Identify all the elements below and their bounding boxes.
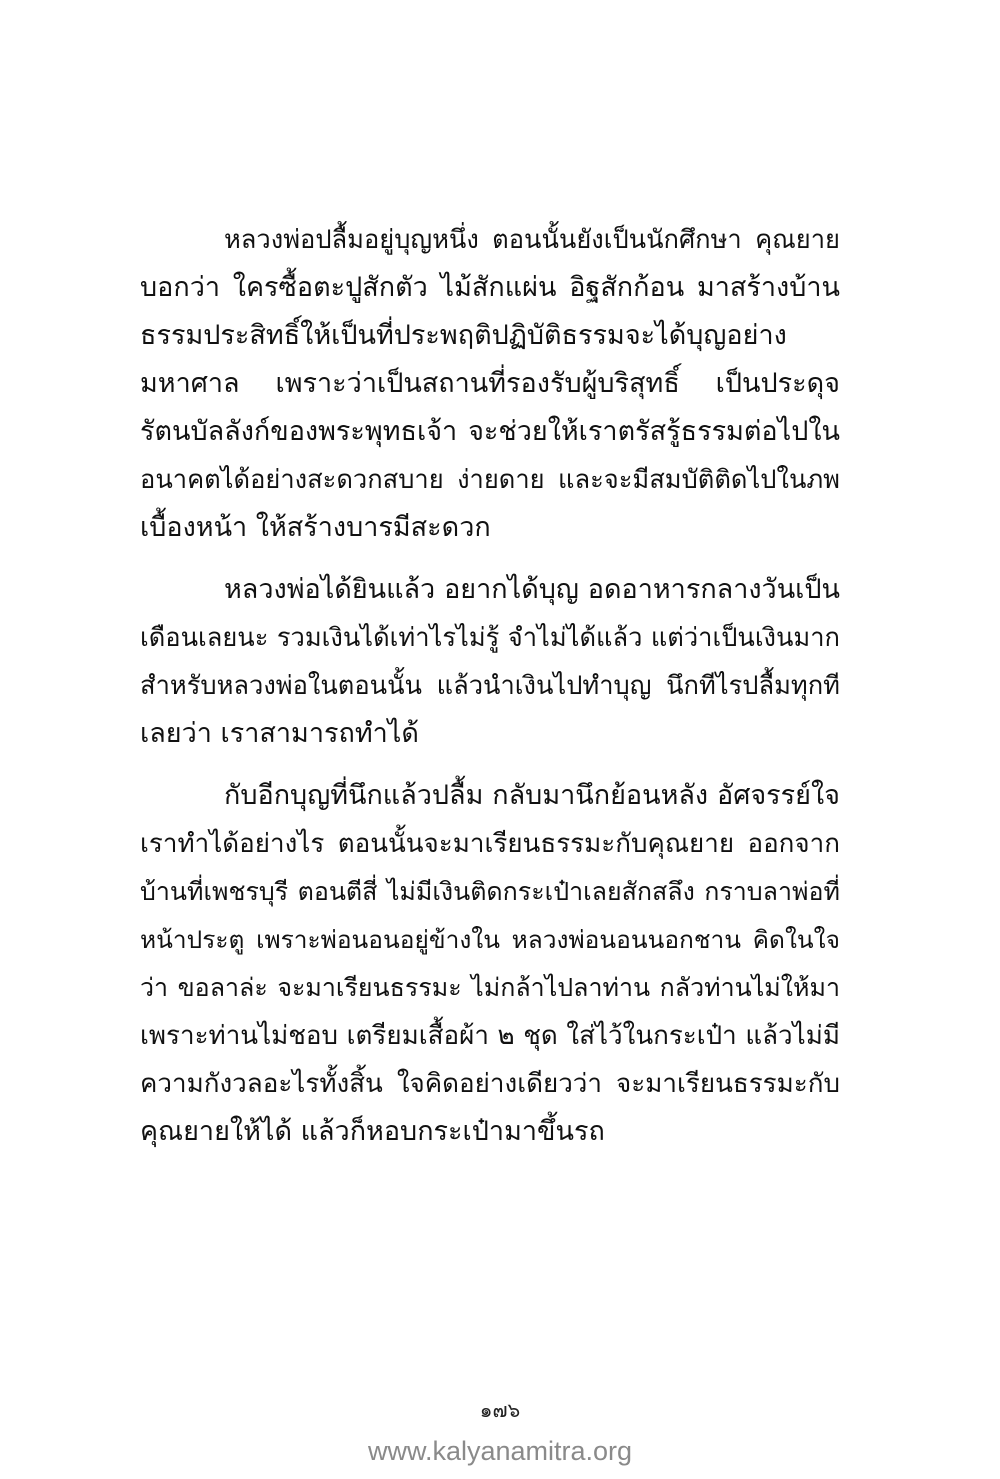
- text-line: หลวงพ่อปลื้มอยู่บุญหนึ่ง ตอนนั้นยังเป็นนักศึกษา คุณยาย: [224, 225, 840, 255]
- text-line: อนาคตได้อย่างสะดวกสบาย ง่ายดาย และจะมีสมบัติติดไปในภพ: [140, 465, 840, 495]
- text-line: มหาศาล เพราะว่าเป็นสถานที่รองรับผู้บริสุทธิ์ เป็นประดุจ: [140, 368, 840, 399]
- text-line: หลวงพ่อได้ยินแล้ว อยากได้บุญ อดอาหารกลางวันเป็น: [224, 574, 840, 605]
- text-line: เลยว่า เราสามารถทำได้: [140, 718, 419, 749]
- footer-url: www.kalyanamitra.org: [367, 1436, 633, 1466]
- text-line: กับอีกบุญที่นึกแล้วปลื้ม กลับมานึกย้อนหลัง อัศจรรย์ใจ: [224, 780, 840, 811]
- paragraph-3: [140, 772, 840, 1156]
- text-line: ธรรมประสิทธิ์ให้เป็นที่ประพฤติปฏิบัติธรรมจะได้บุญอย่าง: [140, 320, 787, 351]
- paragraph-2: [140, 566, 840, 758]
- text-line: เราทำได้อย่างไร ตอนนั้นจะมาเรียนธรรมะกับคุณยาย ออกจาก: [140, 829, 840, 859]
- text-line: เบื้องหน้า ให้สร้างบารมีสะดวก: [140, 512, 491, 543]
- text-line: เดือนเลยนะ รวมเงินได้เท่าไรไม่รู้ จำไม่ได้แล้ว แต่ว่าเป็นเงินมาก: [140, 623, 840, 653]
- text-line: บอกว่า ใครซื้อตะปูสักตัว ไม้สักแผ่น อิฐสักก้อน มาสร้างบ้าน: [140, 272, 840, 303]
- paragraph-1: [140, 216, 840, 552]
- text-line: ความกังวลอะไรทั้งสิ้น ใจคิดอย่างเดียวว่า จะมาเรียนธรรมะกับ: [140, 1069, 840, 1099]
- text-line: บ้านที่เพชรบุรี ตอนตีสี่ ไม่มีเงินติดกระเป๋าเลยสักสลึง กราบลาพ่อที่: [140, 877, 840, 906]
- page-number: ๑๗๖: [479, 1398, 521, 1422]
- text-line: เพราะท่านไม่ชอบ เตรียมเสื้อผ้า ๒ ชุด ใส่ไว้ในกระเป๋า แล้วไม่มี: [140, 1021, 840, 1051]
- text-line: ว่า ขอลาล่ะ จะมาเรียนธรรมะ ไม่กล้าไปลาท่าน กลัวท่านไม่ให้มา: [140, 973, 840, 1002]
- text-line: รัตนบัลลังก์ของพระพุทธเจ้า จะช่วยให้เราตรัสรู้ธรรมต่อไปใน: [140, 416, 840, 447]
- body-text: [140, 216, 840, 1170]
- text-line: คุณยายให้ได้ แล้วก็หอบกระเป๋ามาขึ้นรถ: [140, 1116, 605, 1147]
- text-line: สำหรับหลวงพ่อในตอนนั้น แล้วนำเงินไปทำบุญ นึกทีไรปลื้มทุกที: [140, 671, 840, 701]
- text-line: หน้าประตู เพราะพ่อนอนอยู่ข้างใน หลวงพ่อนอนนอกชาน คิดในใจ: [140, 925, 840, 954]
